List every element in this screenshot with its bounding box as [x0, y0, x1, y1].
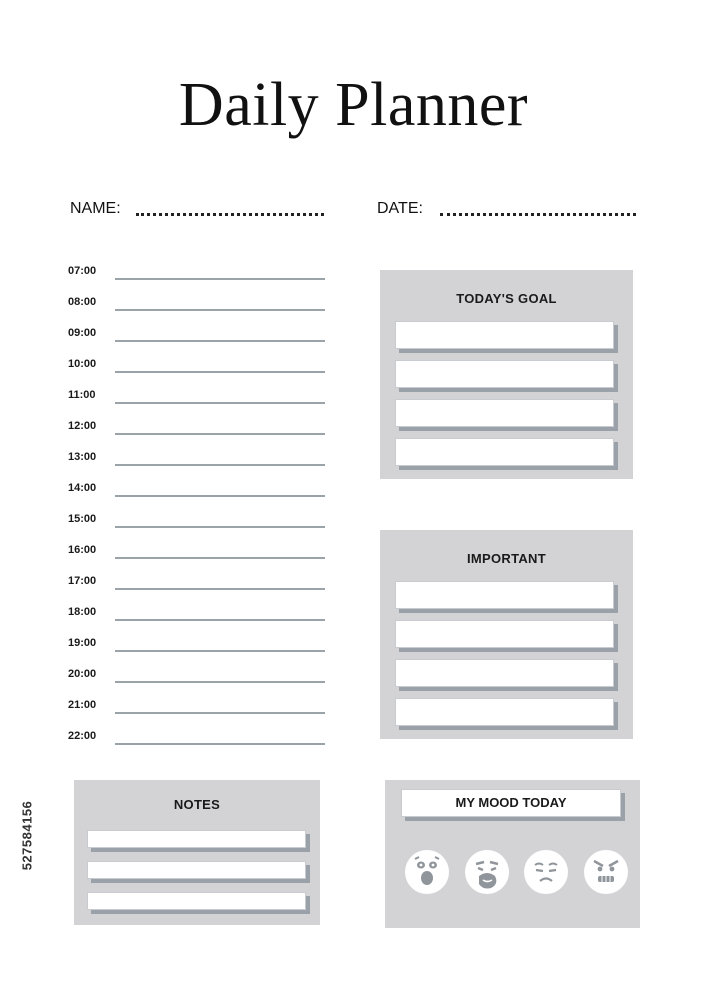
- hour-label: 19:00: [68, 637, 97, 649]
- hour-row: [68, 699, 328, 719]
- hour-row: [68, 358, 328, 378]
- notes-entry-box[interactable]: [87, 892, 306, 910]
- date-field[interactable]: [440, 213, 636, 216]
- surprised-face-glyph: [405, 850, 449, 894]
- notes-entry-box[interactable]: [87, 861, 306, 879]
- hour-label: 15:00: [68, 513, 97, 525]
- hour-row: [68, 637, 328, 657]
- hour-entry-line[interactable]: [115, 743, 325, 745]
- hour-row: [68, 513, 328, 533]
- hour-row: [68, 265, 328, 285]
- hour-entry-line[interactable]: [115, 340, 325, 342]
- todays-goal-title: TODAY'S GOAL: [456, 291, 557, 306]
- hour-label: 22:00: [68, 730, 97, 742]
- hour-entry-line[interactable]: [115, 402, 325, 404]
- name-label: NAME:: [70, 200, 121, 217]
- hour-row: [68, 575, 328, 595]
- hour-entry-line[interactable]: [115, 681, 325, 683]
- hour-row: [68, 389, 328, 409]
- hour-entry-line[interactable]: [115, 278, 325, 280]
- hour-label: 18:00: [68, 606, 97, 618]
- hour-label: 14:00: [68, 482, 97, 494]
- name-field[interactable]: [136, 213, 324, 216]
- stock-id-text: 527584156: [19, 800, 35, 871]
- hour-row: [68, 327, 328, 347]
- surprised-face-icon[interactable]: [405, 850, 449, 894]
- hour-row: [68, 606, 328, 626]
- hour-entry-line[interactable]: [115, 371, 325, 373]
- angry-face-icon[interactable]: [584, 850, 628, 894]
- sad-face-icon[interactable]: [524, 850, 568, 894]
- sad-face-glyph: [524, 850, 568, 894]
- sick-face-glyph: [465, 850, 509, 894]
- notes-panel: [74, 780, 320, 925]
- mood-title: MY MOOD TODAY: [401, 789, 621, 817]
- hour-label: 17:00: [68, 575, 97, 587]
- hour-entry-line[interactable]: [115, 526, 325, 528]
- goal-entry-box[interactable]: [395, 399, 614, 427]
- hour-label: 20:00: [68, 668, 97, 680]
- important-panel: [380, 530, 633, 739]
- notes-title: NOTES: [173, 797, 221, 812]
- hour-label: 16:00: [68, 544, 97, 556]
- hour-label: 12:00: [68, 420, 97, 432]
- sick-face-icon[interactable]: [465, 850, 509, 894]
- hour-row: [68, 296, 328, 316]
- hour-label: 21:00: [68, 699, 97, 711]
- hour-entry-line[interactable]: [115, 619, 325, 621]
- date-label: DATE:: [377, 200, 423, 217]
- hour-label: 10:00: [68, 358, 97, 370]
- goal-entry-box[interactable]: [395, 360, 614, 388]
- important-entry-box[interactable]: [395, 620, 614, 648]
- hour-entry-line[interactable]: [115, 309, 325, 311]
- hour-row: [68, 668, 328, 688]
- page-title: Daily Planner: [178, 71, 529, 139]
- hour-entry-line[interactable]: [115, 464, 325, 466]
- hour-row: [68, 482, 328, 502]
- important-entry-box[interactable]: [395, 698, 614, 726]
- hour-entry-line[interactable]: [115, 433, 325, 435]
- hour-row: [68, 451, 328, 471]
- important-entry-box[interactable]: [395, 581, 614, 609]
- goal-entry-box[interactable]: [395, 321, 614, 349]
- angry-face-glyph: [584, 850, 628, 894]
- notes-entry-box[interactable]: [87, 830, 306, 848]
- hour-row: [68, 420, 328, 440]
- goal-entry-box[interactable]: [395, 438, 614, 466]
- hour-row: [68, 544, 328, 564]
- hour-entry-line[interactable]: [115, 712, 325, 714]
- hour-entry-line[interactable]: [115, 495, 325, 497]
- stock-id-watermark: [12, 768, 35, 918]
- hour-label: 13:00: [68, 451, 97, 463]
- todays-goal-panel: [380, 270, 633, 479]
- mood-panel: [385, 780, 640, 928]
- hour-entry-line[interactable]: [115, 650, 325, 652]
- hour-label: 08:00: [68, 296, 97, 308]
- hour-entry-line[interactable]: [115, 588, 325, 590]
- hour-label: 11:00: [68, 389, 96, 401]
- hour-row: [68, 730, 328, 750]
- important-entry-box[interactable]: [395, 659, 614, 687]
- hour-label: 09:00: [68, 327, 97, 339]
- important-title: IMPORTANT: [466, 551, 546, 566]
- hour-entry-line[interactable]: [115, 557, 325, 559]
- hour-label: 07:00: [68, 265, 97, 277]
